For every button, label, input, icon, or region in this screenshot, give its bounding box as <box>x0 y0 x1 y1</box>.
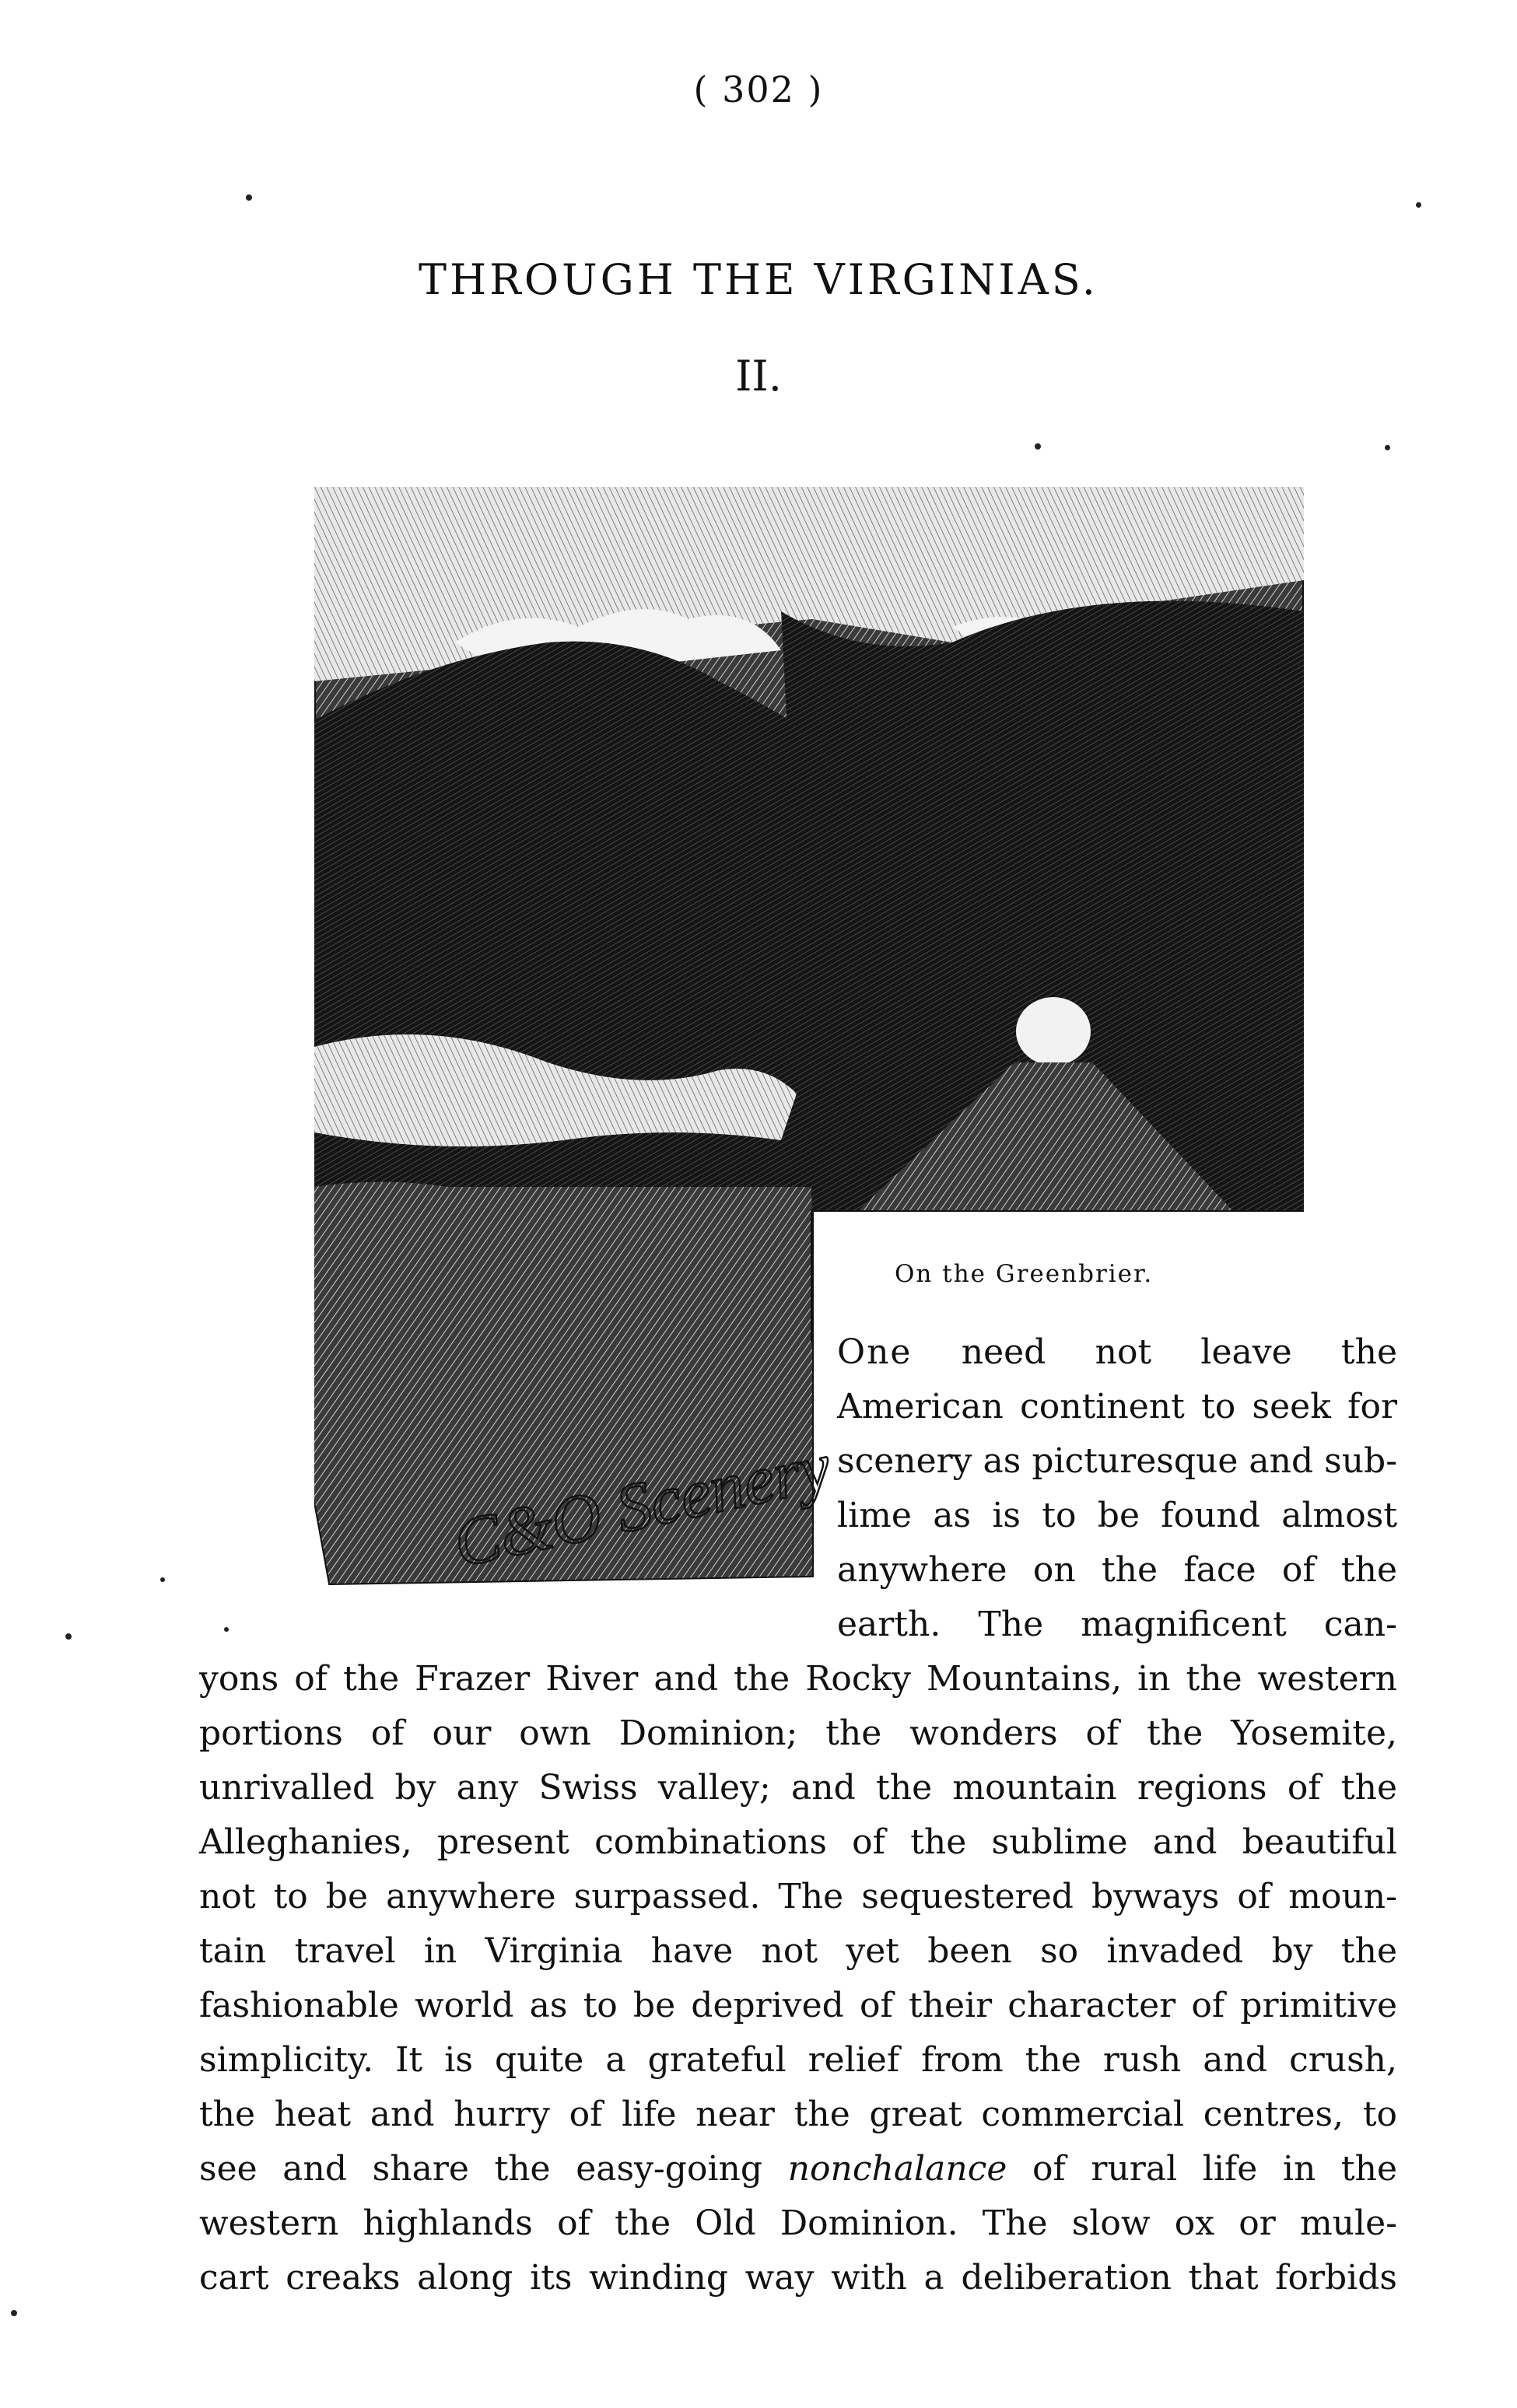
scan-speck <box>65 1633 72 1640</box>
body-line-16 <box>199 2142 1397 2196</box>
body-line-5: anywhere on the face of the <box>837 1550 1397 1590</box>
body-line-17: western highlands of the Old Dominion. The slow ox or mule- <box>199 2203 1397 2243</box>
body-line-11: not to be anywhere surpassed. The sequestered byways of moun- <box>199 1877 1397 1916</box>
page-number: ( 302 ) <box>693 68 824 110</box>
engraving-signature: C&O Scenery <box>447 1429 837 1583</box>
body-line-8: portions of our own Dominion; the wonders of the Yosemite, <box>199 1713 1397 1753</box>
italic-word: nonchalance <box>787 2149 1007 2189</box>
body-line-2: American continent to seek for <box>837 1387 1397 1426</box>
article-part-number: II. <box>735 352 782 401</box>
body-line-6: earth. The magnificent can- <box>837 1605 1397 1644</box>
body-line-14: simplicity. It is quite a grateful relief from the rush and crush, <box>199 2040 1397 2080</box>
illustration-caption: On the Greenbrier. <box>895 1260 1154 1288</box>
body-line-1 <box>837 1325 1397 1380</box>
body-line-7: yons of the Frazer River and the Rocky Mountains, in the western <box>199 1659 1397 1699</box>
body-line-10: Alleghanies, present combinations of the sublime and beautiful <box>199 1822 1397 1862</box>
body-line-13: fashionable world as to be deprived of their character of primitive <box>199 1986 1397 2025</box>
body-line-16-a: see and share the easy-going <box>199 2149 763 2189</box>
body-line-4: lime as is to be found almost <box>837 1496 1397 1535</box>
body-line-1-text: need not leave the <box>961 1332 1397 1372</box>
scan-speck <box>1385 445 1390 450</box>
body-line-12: tain travel in Virginia have not yet been so invaded by the <box>199 1931 1397 1971</box>
body-line-3: scenery as picturesque and sub- <box>837 1441 1398 1481</box>
first-word: One <box>837 1332 913 1372</box>
body-line-16-b: of rural life in the <box>1032 2149 1397 2189</box>
scan-speck <box>1416 202 1421 208</box>
body-line-15: the heat and hurry of life near the great commercial centres, to <box>199 2095 1397 2134</box>
body-line-9: unrivalled by any Swiss valley; and the mountain regions of the <box>199 1768 1397 1808</box>
body-line-18: cart creaks along its winding way with a deliberation that forbids <box>199 2258 1397 2298</box>
scan-speck <box>160 1577 165 1582</box>
scan-speck <box>1035 443 1041 450</box>
scan-speck <box>224 1627 229 1632</box>
scan-speck <box>246 194 252 201</box>
article-title: THROUGH THE VIRGINIAS. <box>419 255 1098 304</box>
scan-speck <box>11 2310 17 2316</box>
